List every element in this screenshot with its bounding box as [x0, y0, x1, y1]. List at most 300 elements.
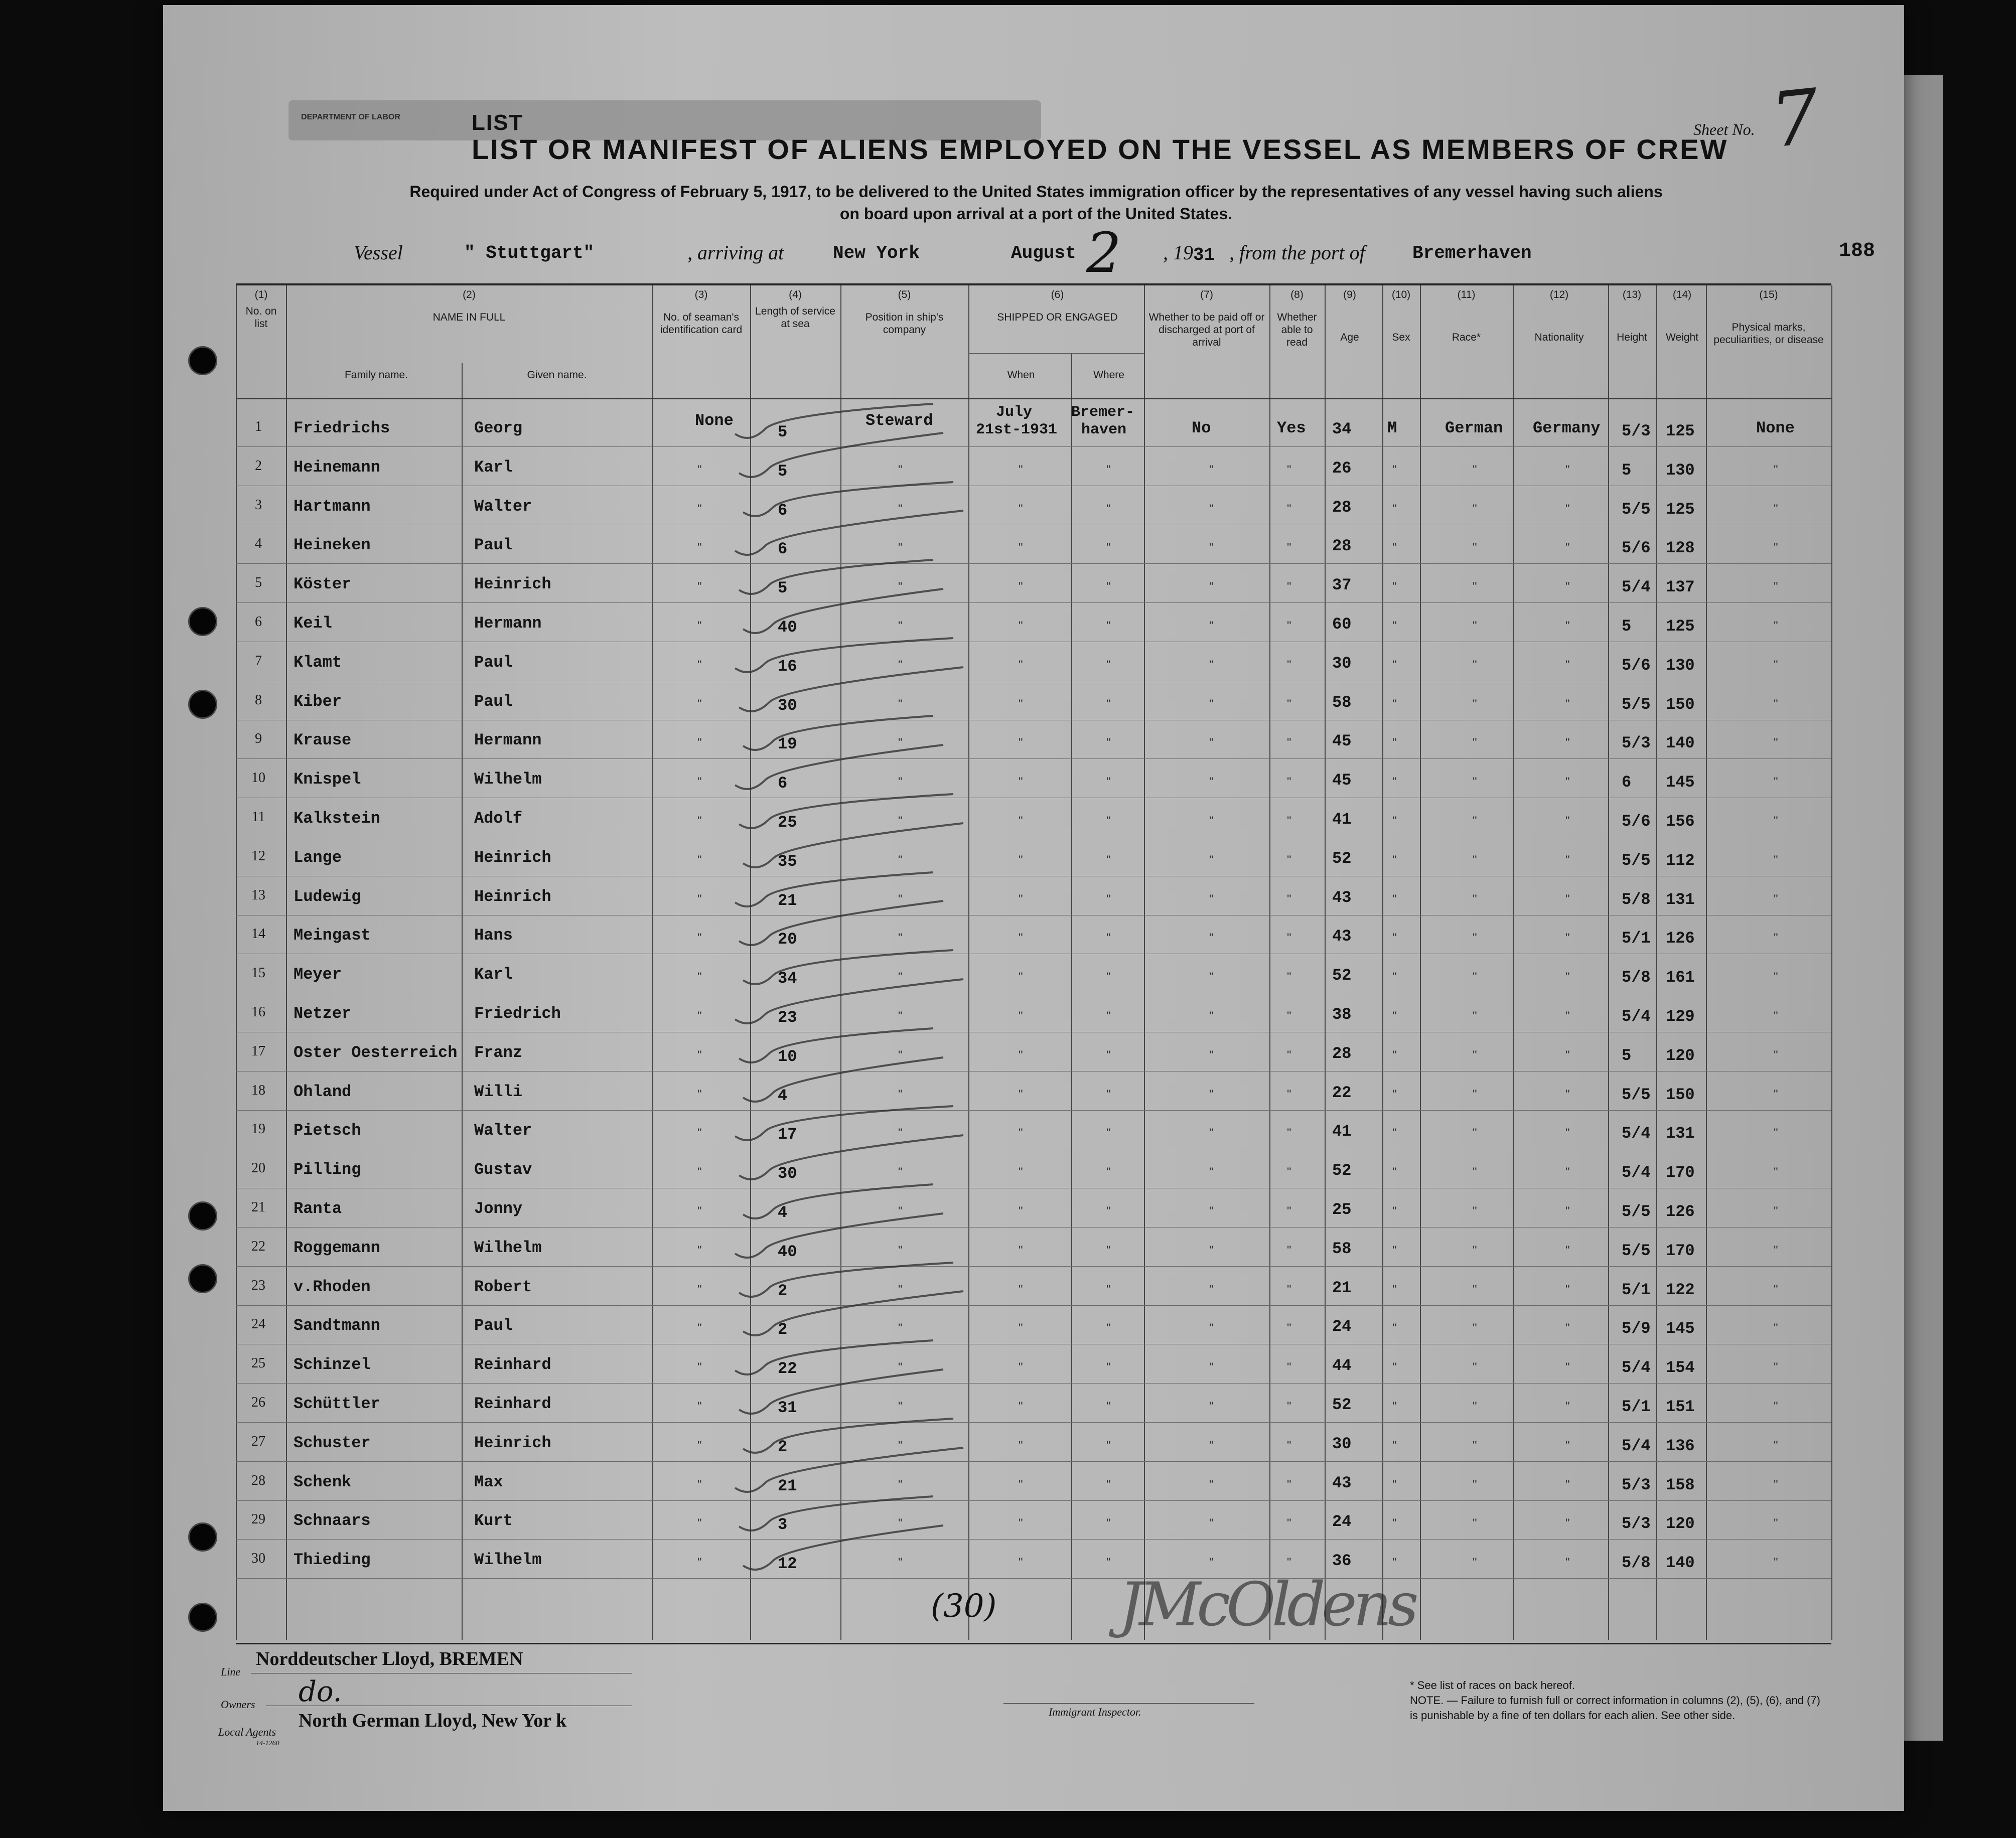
sex-ditto: " [1392, 1088, 1397, 1101]
vessel-label: Vessel [354, 241, 403, 264]
service-length: 19 [778, 735, 797, 753]
when-ditto: " [1019, 1439, 1023, 1452]
row-number: 1 [255, 419, 262, 434]
id-card-ditto: " [697, 931, 702, 945]
position-ditto: " [898, 1321, 903, 1335]
paid-off-ditto: " [1209, 1478, 1214, 1491]
row-number: 23 [251, 1278, 265, 1293]
row-number: 7 [255, 653, 262, 669]
col-10-header: (10) Sex [1391, 289, 1411, 343]
read-ditto: " [1287, 658, 1291, 672]
row-1-nationality: Germany [1533, 419, 1601, 437]
agents-value: North German Lloyd, New Yor k [299, 1710, 567, 1731]
agents-label: Local Agents [218, 1726, 276, 1738]
race-ditto: " [1473, 853, 1477, 867]
check-mark [739, 901, 943, 945]
id-card-ditto: " [697, 1321, 702, 1335]
given-name: Walter [474, 497, 532, 516]
subtitle-line-1: Required under Act of Congress of February 5, 1917, to be delivered to the United States immigration officer by the representatives of any vessel having such aliens [409, 183, 1663, 201]
height: 6 [1622, 773, 1632, 792]
given-name: Karl [474, 458, 513, 477]
family-name: Pilling [294, 1160, 361, 1179]
age: 26 [1332, 459, 1352, 478]
given-name: Willi [474, 1083, 523, 1101]
check-mark [735, 979, 963, 1023]
nationality-ditto: " [1565, 1556, 1570, 1569]
when-ditto: " [1019, 1360, 1023, 1374]
height: 5 [1622, 1046, 1632, 1065]
paid-off-ditto: " [1209, 1516, 1214, 1530]
weight: 131 [1666, 890, 1695, 909]
service-length: 20 [778, 930, 797, 949]
age: 52 [1332, 849, 1352, 868]
weight: 130 [1666, 656, 1695, 675]
height: 5/1 [1622, 1398, 1651, 1416]
sex-ditto: " [1392, 1165, 1397, 1179]
age: 52 [1332, 1161, 1352, 1180]
paid-off-ditto: " [1209, 1048, 1214, 1062]
nationality-ditto: " [1565, 1321, 1570, 1335]
form-number: 14-1260 [256, 1740, 279, 1747]
nationality-ditto: " [1565, 931, 1570, 945]
race-ditto: " [1473, 502, 1477, 516]
weight: 126 [1666, 1202, 1695, 1221]
age: 28 [1332, 1044, 1352, 1063]
marks-ditto: " [1774, 1400, 1778, 1413]
service-length: 5 [778, 423, 788, 441]
family-name: Klamt [294, 653, 342, 672]
row-number: 8 [255, 692, 262, 708]
check-mark [739, 433, 943, 477]
weight: 145 [1666, 1319, 1695, 1338]
position-ditto: " [898, 1009, 903, 1023]
paid-off-ditto: " [1209, 814, 1214, 828]
service-length: 16 [778, 657, 797, 676]
row-number: 16 [251, 1004, 265, 1020]
given-name: Heinrich [474, 887, 551, 906]
nationality-ditto: " [1565, 541, 1570, 554]
service-length: 10 [778, 1047, 797, 1066]
row-number: 4 [255, 536, 262, 551]
sex-ditto: " [1392, 1478, 1397, 1491]
nationality-ditto: " [1565, 775, 1570, 789]
given-name: Reinhard [474, 1395, 551, 1413]
given-name: Gustav [474, 1160, 532, 1179]
position-ditto: " [898, 658, 903, 672]
where-ditto: " [1106, 1048, 1111, 1062]
sex-ditto: " [1392, 658, 1397, 672]
age: 25 [1332, 1200, 1352, 1219]
marks-ditto: " [1774, 1439, 1778, 1452]
nationality-ditto: " [1565, 1516, 1570, 1530]
nationality-ditto: " [1565, 1478, 1570, 1491]
id-card-ditto: " [697, 970, 702, 984]
height: 5/5 [1622, 1242, 1651, 1260]
family-name: Netzer [294, 1004, 352, 1023]
age: 28 [1332, 498, 1352, 517]
height: 5 [1622, 461, 1632, 480]
row-number: 12 [251, 848, 265, 864]
id-card-ditto: " [697, 814, 702, 828]
check-mark [743, 1057, 943, 1102]
read-ditto: " [1287, 1478, 1291, 1491]
where-ditto: " [1106, 1244, 1111, 1257]
paid-off-ditto: " [1209, 1321, 1214, 1335]
height: 5/4 [1622, 1007, 1651, 1026]
row-number: 20 [251, 1160, 265, 1176]
col-14-header: (14) Weight [1666, 289, 1698, 343]
age: 36 [1332, 1552, 1352, 1570]
family-name: Friedrichs [294, 419, 390, 437]
read-ditto: " [1287, 775, 1291, 789]
check-mark [743, 716, 933, 750]
service-length: 2 [778, 1438, 788, 1456]
row-1-read: Yes [1277, 419, 1306, 437]
marks-ditto: " [1774, 1088, 1778, 1101]
id-card-ditto: " [697, 853, 702, 867]
marks-ditto: " [1774, 853, 1778, 867]
age: 52 [1332, 966, 1352, 985]
marks-ditto: " [1774, 541, 1778, 554]
given-name: Reinhard [474, 1355, 551, 1374]
where-ditto: " [1106, 463, 1111, 477]
given-name: Hermann [474, 614, 542, 633]
height: 5/9 [1622, 1319, 1651, 1338]
read-ditto: " [1287, 619, 1291, 633]
sex-ditto: " [1392, 541, 1397, 554]
id-card-ditto: " [697, 1009, 702, 1023]
col-3-header: (3) No. of seaman's identification card [660, 289, 743, 336]
weight: 131 [1666, 1124, 1695, 1143]
when-ditto: " [1019, 541, 1023, 554]
id-card-ditto: " [697, 1478, 702, 1491]
id-card-ditto: " [697, 1516, 702, 1530]
where-ditto: " [1106, 853, 1111, 867]
id-card-ditto: " [697, 1088, 702, 1101]
family-name: Schüttler [294, 1395, 380, 1413]
weight: 120 [1666, 1514, 1695, 1533]
when-ditto: " [1019, 970, 1023, 984]
age: 58 [1332, 693, 1352, 712]
total-count: (30) [931, 1588, 997, 1625]
given-name: Paul [474, 653, 513, 672]
check-mark [743, 1419, 953, 1453]
age: 30 [1332, 654, 1352, 673]
footer-rule [236, 1643, 1831, 1644]
given-name: Kurt [474, 1511, 513, 1530]
family-name: Schinzel [294, 1355, 371, 1374]
family-name: Heineken [294, 536, 371, 554]
service-length: 21 [778, 891, 797, 910]
row-number: 19 [251, 1121, 265, 1137]
where-ditto: " [1106, 814, 1111, 828]
given-name: Wilhelm [474, 1551, 542, 1569]
given-name: Robert [474, 1278, 532, 1296]
service-length: 2 [778, 1320, 788, 1339]
position-ditto: " [898, 970, 903, 984]
nationality-ditto: " [1565, 1400, 1570, 1413]
id-card-ditto: " [697, 1204, 702, 1218]
when-ditto: " [1019, 814, 1023, 828]
paid-off-ditto: " [1209, 1244, 1214, 1257]
height: 5/6 [1622, 656, 1651, 675]
service-length: 2 [778, 1282, 788, 1300]
race-ditto: " [1473, 541, 1477, 554]
check-mark [743, 1184, 933, 1218]
service-length: 6 [778, 501, 788, 520]
age: 52 [1332, 1396, 1352, 1414]
race-ditto: " [1473, 892, 1477, 906]
id-card-ditto: " [697, 736, 702, 749]
marks-ditto: " [1774, 1126, 1778, 1140]
vessel-name: " Stuttgart" [464, 243, 595, 263]
nationality-ditto: " [1565, 697, 1570, 711]
when-ditto: " [1019, 1321, 1023, 1335]
check-mark [743, 1525, 943, 1570]
read-ditto: " [1287, 853, 1291, 867]
where-ditto: " [1106, 619, 1111, 633]
where-ditto: " [1106, 892, 1111, 906]
age: 44 [1332, 1356, 1352, 1375]
position-ditto: " [898, 502, 903, 516]
race-ditto: " [1473, 1088, 1477, 1101]
given-name: Franz [474, 1043, 523, 1062]
read-ditto: " [1287, 931, 1291, 945]
when-ditto: " [1019, 853, 1023, 867]
arriving-label: , arriving at [687, 241, 784, 264]
race-ditto: " [1473, 1283, 1477, 1296]
service-length: 40 [778, 618, 797, 637]
col-6-header: (6) SHIPPED OR ENGAGED [997, 289, 1118, 323]
nationality-ditto: " [1565, 736, 1570, 749]
position-ditto: " [898, 1556, 903, 1569]
service-length: 5 [778, 579, 788, 597]
nationality-ditto: " [1565, 892, 1570, 906]
paid-off-ditto: " [1209, 1204, 1214, 1218]
check-mark [735, 1106, 953, 1140]
owners-value: do. [299, 1675, 342, 1708]
family-name: Sandtmann [294, 1316, 380, 1335]
where-ditto: " [1106, 1126, 1111, 1140]
row-number: 21 [251, 1199, 265, 1215]
family-name: Ohland [294, 1083, 352, 1101]
read-ditto: " [1287, 892, 1291, 906]
marks-ditto: " [1774, 775, 1778, 789]
line-label: Line [221, 1665, 241, 1678]
marks-ditto: " [1774, 580, 1778, 593]
weight: 129 [1666, 1007, 1695, 1026]
nationality-ditto: " [1565, 853, 1570, 867]
check-mark [735, 1340, 933, 1374]
height: 5/3 [1622, 734, 1651, 752]
col-9-header: (9) Age [1340, 289, 1359, 343]
position-ditto: " [898, 1204, 903, 1218]
sheet-number: 7 [1767, 73, 1824, 165]
weight: 125 [1666, 617, 1695, 636]
height: 5/8 [1622, 968, 1651, 987]
row-1-position: Steward [866, 411, 933, 430]
col-6a-header: When [1007, 369, 1035, 381]
nationality-ditto: " [1565, 1088, 1570, 1101]
weight: 158 [1666, 1476, 1695, 1494]
marks-ditto: " [1774, 1283, 1778, 1296]
age: 21 [1332, 1279, 1352, 1297]
age: 43 [1332, 1474, 1352, 1492]
age: 43 [1332, 888, 1352, 907]
nationality-ditto: " [1565, 1048, 1570, 1062]
when-ditto: " [1019, 775, 1023, 789]
when-ditto: " [1019, 1556, 1023, 1569]
height: 5/4 [1622, 578, 1651, 596]
races-note: * See list of races on back hereof. [1410, 1679, 1575, 1692]
given-name: Friedrich [474, 1004, 561, 1023]
row-1-where-line-2: haven [1081, 421, 1127, 438]
col-1-header: (1) No. on list [245, 289, 277, 330]
weight: 130 [1666, 461, 1695, 480]
given-name: Paul [474, 1316, 513, 1335]
read-ditto: " [1287, 697, 1291, 711]
family-name: Hartmann [294, 497, 371, 516]
height: 5/5 [1622, 500, 1651, 519]
service-length: 30 [778, 1164, 797, 1183]
owners-label: Owners [221, 1698, 255, 1711]
check-mark [743, 1291, 963, 1335]
check-mark [735, 1213, 943, 1258]
given-name: Paul [474, 536, 513, 554]
height: 5/5 [1622, 695, 1651, 714]
col-15-header: (15) Physical marks, peculiarities, or disease [1713, 289, 1824, 346]
sex-ditto: " [1392, 1204, 1397, 1218]
position-ditto: " [898, 619, 903, 633]
id-card-ditto: " [697, 1283, 702, 1296]
paid-off-ditto: " [1209, 502, 1214, 516]
check-mark [743, 482, 953, 516]
sex-ditto: " [1392, 1360, 1397, 1374]
sex-ditto: " [1392, 1321, 1397, 1335]
marks-ditto: " [1774, 697, 1778, 711]
age: 37 [1332, 576, 1352, 594]
when-ditto: " [1019, 1048, 1023, 1062]
nationality-ditto: " [1565, 814, 1570, 828]
service-length: 12 [778, 1555, 797, 1573]
age: 28 [1332, 537, 1352, 555]
marks-ditto: " [1774, 931, 1778, 945]
sex-ditto: " [1392, 580, 1397, 593]
id-card-ditto: " [697, 463, 702, 477]
line-value: Norddeutscher Lloyd, BREMEN [256, 1648, 523, 1669]
row-number: 24 [251, 1316, 265, 1332]
nationality-ditto: " [1565, 1165, 1570, 1179]
family-name: Krause [294, 731, 352, 749]
service-length: 30 [778, 696, 797, 715]
paid-off-ditto: " [1209, 970, 1214, 984]
when-ditto: " [1019, 619, 1023, 633]
read-ditto: " [1287, 463, 1291, 477]
where-ditto: " [1106, 1088, 1111, 1101]
sex-ditto: " [1392, 1400, 1397, 1413]
where-ditto: " [1106, 931, 1111, 945]
position-ditto: " [898, 1516, 903, 1530]
position-ditto: " [898, 1478, 903, 1491]
given-name: Max [474, 1473, 503, 1491]
paid-off-ditto: " [1209, 463, 1214, 477]
given-name: Jonny [474, 1199, 523, 1218]
service-length: 25 [778, 813, 797, 832]
check-mark [735, 872, 933, 906]
height: 5/8 [1622, 1554, 1651, 1572]
id-card-ditto: " [697, 541, 702, 554]
position-ditto: " [898, 1283, 903, 1296]
given-name: Heinrich [474, 848, 551, 867]
position-ditto: " [898, 931, 903, 945]
check-mark [739, 1263, 953, 1297]
when-ditto: " [1019, 1478, 1023, 1491]
sex-ditto: " [1392, 775, 1397, 789]
weight: 122 [1666, 1281, 1695, 1299]
sex-ditto: " [1392, 1556, 1397, 1569]
check-mark [735, 404, 933, 438]
arrival-day: 2 [1086, 221, 1121, 285]
race-ditto: " [1473, 736, 1477, 749]
marks-ditto: " [1774, 1165, 1778, 1179]
row-1-sex: M [1387, 419, 1397, 437]
nationality-ditto: " [1565, 463, 1570, 477]
marks-ditto: " [1774, 463, 1778, 477]
col-8-header: (8) Whether able to read [1277, 289, 1317, 348]
position-ditto: " [898, 1244, 903, 1257]
paid-off-ditto: " [1209, 736, 1214, 749]
age: 43 [1332, 927, 1352, 946]
row-number: 30 [251, 1551, 265, 1566]
paid-off-ditto: " [1209, 931, 1214, 945]
nationality-ditto: " [1565, 502, 1570, 516]
where-ditto: " [1106, 1516, 1111, 1530]
given-name: Paul [474, 692, 513, 711]
given-name: Georg [474, 419, 523, 437]
col-5-header: (5) Position in ship's company [865, 289, 944, 336]
read-ditto: " [1287, 1009, 1291, 1023]
id-card-ditto: " [697, 1439, 702, 1452]
race-ditto: " [1473, 1204, 1477, 1218]
where-ditto: " [1106, 541, 1111, 554]
family-name: Roggemann [294, 1239, 380, 1257]
col-6b-header: Where [1093, 369, 1124, 381]
race-ditto: " [1473, 1360, 1477, 1374]
row-1-where-line-1: Bremer- [1071, 404, 1135, 421]
weight: 154 [1666, 1358, 1695, 1377]
sex-ditto: " [1392, 853, 1397, 867]
nationality-ditto: " [1565, 1439, 1570, 1452]
sex-ditto: " [1392, 1244, 1397, 1257]
col-7-header: (7) Whether to be paid off or discharged at port of arrival [1148, 289, 1265, 348]
sex-ditto: " [1392, 814, 1397, 828]
marks-ditto: " [1774, 658, 1778, 672]
when-ditto: " [1019, 736, 1023, 749]
read-ditto: " [1287, 1126, 1291, 1140]
where-ditto: " [1106, 580, 1111, 593]
sex-ditto: " [1392, 1283, 1397, 1296]
marks-ditto: " [1774, 892, 1778, 906]
nationality-ditto: " [1565, 1009, 1570, 1023]
marks-ditto: " [1774, 970, 1778, 984]
where-ditto: " [1106, 697, 1111, 711]
row-number: 27 [251, 1434, 265, 1449]
position-ditto: " [898, 541, 903, 554]
paid-off-ditto: " [1209, 619, 1214, 633]
given-name: Karl [474, 965, 513, 984]
when-ditto: " [1019, 1165, 1023, 1179]
family-name: v.Rhoden [294, 1278, 371, 1296]
